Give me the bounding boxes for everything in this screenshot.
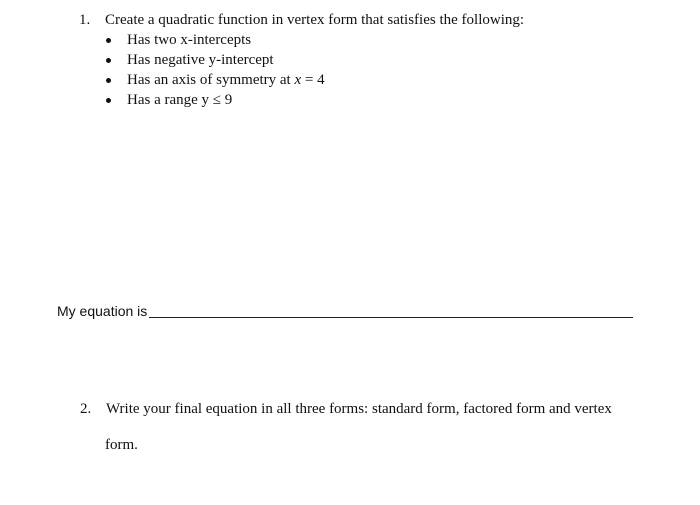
bullet-icon — [106, 38, 111, 43]
equation-prompt — [57, 302, 633, 320]
question-1 — [79, 11, 524, 29]
symmetry-value: = 4 — [301, 72, 325, 88]
symmetry-variable: x — [294, 72, 302, 88]
criteria-text: Has a range y ≤ 9 — [127, 92, 233, 108]
criteria-item — [104, 51, 325, 71]
question-2-number: 2. — [80, 401, 92, 417]
bullet-icon — [106, 58, 111, 63]
bullet-icon — [106, 98, 111, 103]
equation-answer-blank[interactable] — [149, 317, 633, 318]
equation-label: My equation is — [57, 303, 148, 319]
question-1-prompt: Create a quadratic function in vertex form that satisfies the following: — [105, 12, 525, 28]
criteria-text: Has an axis of symmetry at — [127, 72, 291, 88]
question-2 — [80, 400, 612, 418]
criteria-text: Has negative y-intercept — [127, 52, 274, 68]
question-2-continuation: form. — [105, 437, 138, 453]
criteria-item — [104, 71, 325, 91]
criteria-item — [104, 91, 325, 111]
question-1-number: 1. — [79, 12, 91, 28]
criteria-item — [104, 31, 325, 51]
bullet-icon — [106, 78, 111, 83]
criteria-text: Has two x-intercepts — [127, 32, 252, 48]
criteria-list — [104, 31, 325, 111]
question-2-prompt: Write your final equation in all three forms: standard form, factored form and vertex — [106, 401, 612, 417]
